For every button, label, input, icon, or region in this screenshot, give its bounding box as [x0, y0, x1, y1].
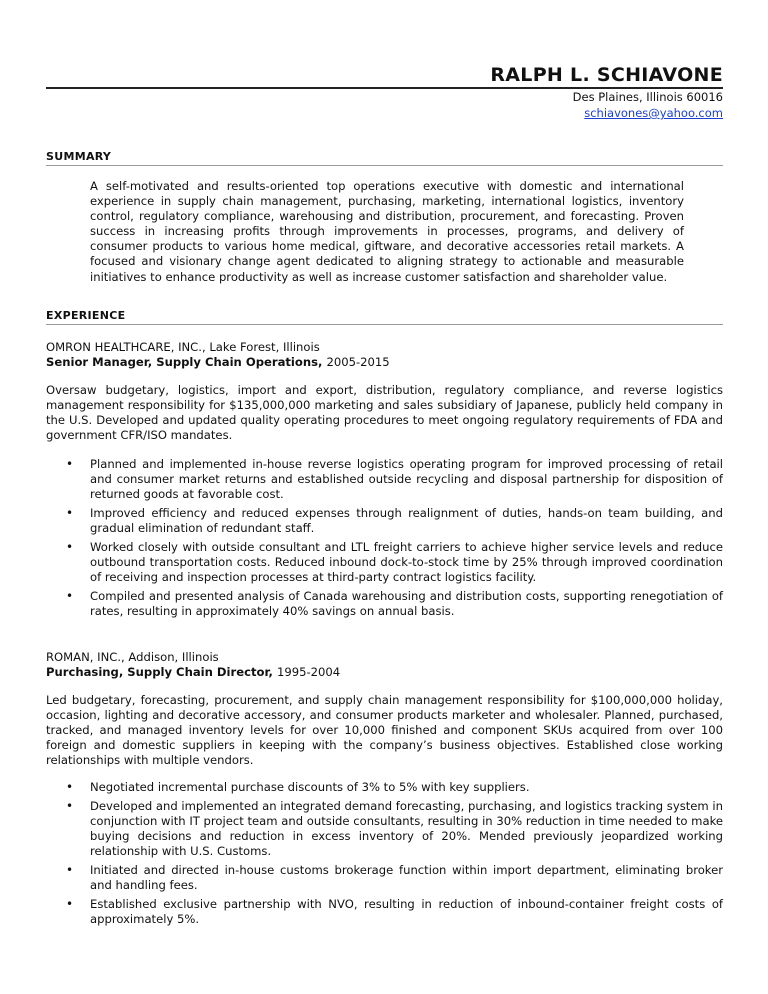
bullet-icon: • — [66, 589, 74, 603]
job-company: ROMAN, INC., Addison, Illinois — [46, 650, 219, 664]
bullet-icon: • — [66, 780, 74, 794]
experience-heading: EXPERIENCE — [46, 309, 723, 325]
job-title-text: Purchasing, Supply Chain Director, — [46, 665, 273, 679]
list-item: • Planned and implemented in-house reverse logistics operating program for improved processing of retail and consumer market returns and established outside recycling and disposal partnership for disposition of returned goods at favorable cost. — [66, 457, 723, 501]
summary-heading: SUMMARY — [46, 150, 723, 166]
list-item: • Improved efficiency and reduced expenses through realignment of duties, hands-on team building, and gradual elimination of redundant staff. — [66, 506, 723, 535]
list-item: • Compiled and presented analysis of Canada warehousing and distribution costs, supporting renegotiation of rates, resulting in approximately 40% savings on annual basis. — [66, 589, 723, 618]
candidate-name: RALPH L. SCHIAVONE — [490, 64, 723, 86]
job-title — [46, 355, 390, 370]
list-item: • Developed and implemented an integrated demand forecasting, purchasing, and logistics tracking system in conjunction with IT project team and outside consultants, resulting in 30% reduction in time needed to make buying decisions and reduction in excess inventory of 20%. Mended previously jeopardized working relationship with U.S. Customs. — [66, 799, 723, 858]
summary-text: A self-motivated and results-oriented top operations executive with domestic and international experience in supply chain management, purchasing, marketing, international logistics, inventory control, regulatory compliance, warehousing and distribution, procurement, and forecasting. Proven success in increasing profits through improvements in processes, programs, and delivery of consumer products to various home medical, giftware, and decorative accessories retail markets. A focused and visionary change agent dedicated to aligning strategy to actionable and measurable initiatives to enhance productivity as well as increase customer satisfaction and shareholder value. — [90, 179, 684, 284]
candidate-address: Des Plaines, Illinois 60016 — [572, 90, 723, 104]
bullet-icon: • — [66, 457, 74, 471]
email-link[interactable]: schiavones@yahoo.com — [584, 106, 723, 120]
bullet-icon: • — [66, 863, 74, 877]
bullet-icon: • — [66, 506, 74, 520]
job-achievements-list — [60, 780, 723, 927]
job-achievements-list — [60, 457, 723, 619]
bullet-icon: • — [66, 540, 74, 554]
bullet-icon: • — [66, 799, 74, 813]
job-description: Led budgetary, forecasting, procurement, and supply chain management responsibility for $100,000,000 holiday, occasion, lighting and decorative accessory, and consumer products marketer and wholesaler. Planned, purchased, tracked, and managed inventory levels for over 10,000 finished and component SKUs acquired from over 100 foreign and domestic suppliers in keeping with the company’s business objectives. Established close working relationships with multiple vendors. — [46, 693, 723, 767]
bullet-icon: • — [66, 897, 74, 911]
job-title-text: Senior Manager, Supply Chain Operations, — [46, 355, 323, 369]
header-divider — [46, 87, 723, 89]
list-item: • Initiated and directed in-house customs brokerage function within import department, eliminating broker and handling fees. — [66, 863, 723, 892]
job-company: OMRON HEALTHCARE, INC., Lake Forest, Illinois — [46, 340, 320, 354]
list-item: • Established exclusive partnership with NVO, resulting in reduction of inbound-container freight costs of approximately 5%. — [66, 897, 723, 926]
list-item: • Negotiated incremental purchase discounts of 3% to 5% with key suppliers. — [66, 780, 530, 794]
job-dates: 1995-2004 — [276, 665, 341, 679]
job-dates: 2005-2015 — [326, 355, 390, 369]
list-item: • Worked closely with outside consultant and LTL freight carriers to achieve higher service levels and reduce outbound transportation costs. Reduced inbound dock-to-stock time by 25% through improved coordination of receiving and inspection processes at third-party contract logistics facility. — [66, 540, 723, 584]
job-description: Oversaw budgetary, logistics, import and export, distribution, regulatory compliance, and reverse logistics management responsibility for $135,000,000 marketing and sales subsidiary of Japanese, publicly held company in the U.S. Developed and updated quality operating procedures to meet ongoing regulatory requirements of FDA and government CFR/ISO mandates. — [46, 383, 723, 442]
job-title — [46, 665, 340, 680]
